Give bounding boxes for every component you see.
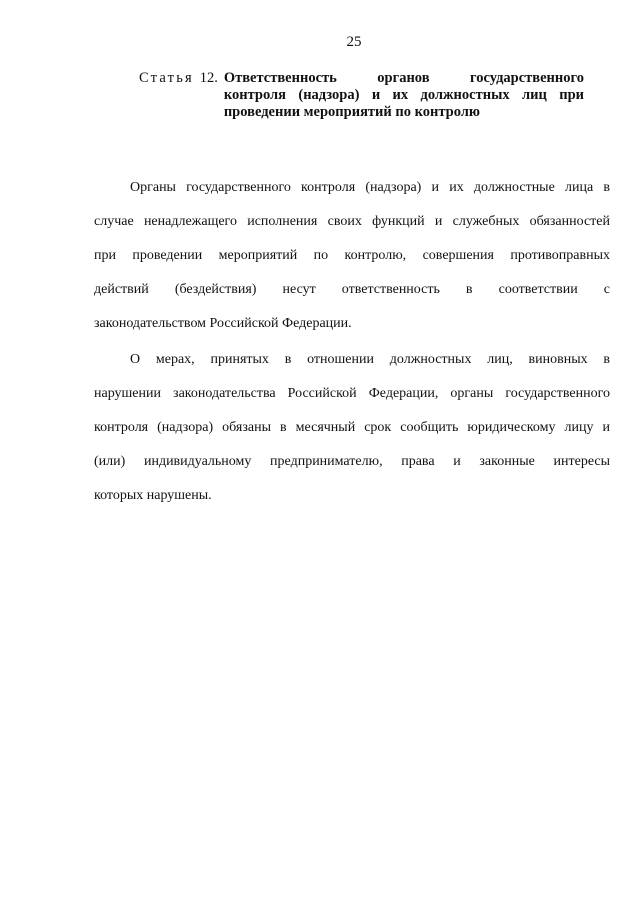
article-title-line: проведении мероприятий по контролю <box>223 104 481 120</box>
paragraph-line: действий (бездействия) несут ответственность в соответствии с <box>94 282 610 297</box>
article-number: 12. <box>199 70 218 86</box>
paragraph-2 <box>94 343 610 513</box>
paragraph-line: (или) индивидуальному предпринимателю, права и законные интересы <box>94 454 610 469</box>
article-title <box>224 70 584 121</box>
article-title-line: контроля (надзора) и их должностных лиц при <box>223 87 584 103</box>
paragraph-line: которых нарушены. <box>94 488 212 503</box>
paragraph-line: Органы государственного контроля (надзора) и их должностные лица в <box>130 180 610 195</box>
article-heading <box>139 70 584 121</box>
paragraph-line: О мерах, принятых в отношении должностных лиц, виновных в <box>130 352 610 367</box>
article-label-word: Статья <box>139 70 194 86</box>
paragraph-line: контроля (надзора) обязаны в месячный срок сообщить юридическому лицу и <box>94 420 610 435</box>
article-label <box>139 70 218 121</box>
paragraph-1 <box>94 171 610 341</box>
paragraph-line: при проведении мероприятий по контролю, совершения противоправных <box>94 248 610 263</box>
page-number: 25 <box>346 34 362 50</box>
paragraph-line: нарушении законодательства Российской Федерации, органы государственного <box>94 386 610 401</box>
paragraph-line: законодательством Российской Федерации. <box>94 316 352 331</box>
paragraph-line: случае ненадлежащего исполнения своих функций и служебных обязанностей <box>94 214 610 229</box>
article-title-line: Ответственность органов государственного <box>223 70 584 86</box>
